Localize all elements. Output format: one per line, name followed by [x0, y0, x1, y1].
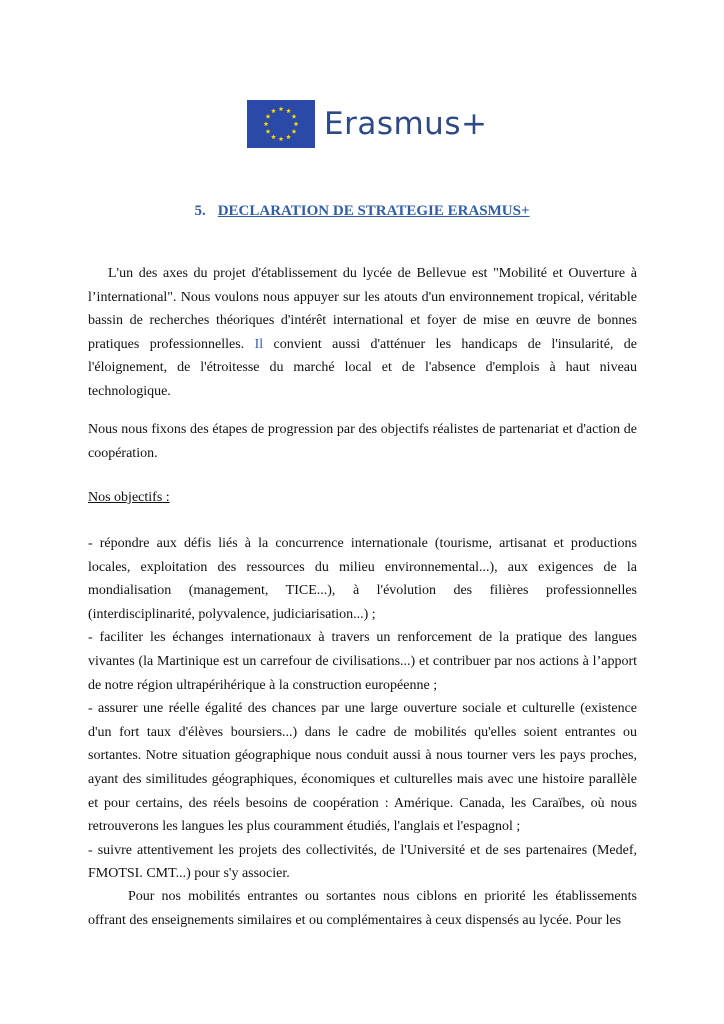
section-number: 5.	[194, 203, 206, 219]
brand-name: Erasmus+	[324, 106, 488, 142]
objective-item: - répondre aux défis liés à la concurrence internationale (tourisme, artisanat et productions locales, exploitation des ressources du milieu environnemental...), aux exigences de la mondialisation (management, TICE...), à l'évolution des filières professionnelles (interdisciplinarité, polyvalence, judiciarisation...) ;	[88, 536, 637, 622]
erasmus-logo	[247, 100, 487, 148]
objectives-list	[88, 532, 637, 886]
section-title: DECLARATION DE STRATEGIE ERASMUS+	[217, 203, 530, 219]
section-heading	[0, 203, 724, 220]
intro-text-b: convient aussi d'atténuer les handicaps de l'insularité, de l'éloignement, de l'étroitesse du marché local et de l'absence d'emplois à haut niveau technologique.	[88, 336, 638, 399]
intro-paragraph	[88, 262, 637, 404]
intro-text-a: L'un des axes du projet d'établissement du lycée de Bellevue est "Mobilité et Ouverture à l’international". Nous voulons nous appuyer sur les atouts d'un environnement tropical, véritable bassin de recherches théoriques d'intérêt international et foyer de mise en œuvre de bonnes pratiques professionnelles.	[88, 266, 637, 352]
progression-paragraph: Nous nous fixons des étapes de progression par des objectifs réalistes de partenariat et d'action de coopération.	[88, 422, 637, 461]
objective-item: - assurer une réelle égalité des chances par une large ouverture sociale et culturelle (existence d'un fort taux d'élèves boursiers...) dans le cadre de mobilités qu'elles soient entrantes ou sortantes. Notre situation géographique nous conduit aussi à nous tourner vers les pays proches, ayant des similitudes géographiques, économiques et culturelles mais avec une histoire parallèle et pour certains, des réels besoins de coopération : Amérique. Canada, les Caraïbes, où nous retrouverons les langues les plus couramment étudiés, l'anglais et l'espagnol ;	[88, 701, 637, 835]
eu-flag-icon	[247, 100, 315, 148]
mobility-paragraph: Pour nos mobilités entrantes ou sortantes nous ciblons en priorité les établissements offrant des enseignements similaires et ou complémentaires à ceux dispensés au lycée. Pour les	[88, 889, 637, 928]
objective-item: - suivre attentivement les projets des collectivités, de l'Université et de ses partenaires (Medef, FMOTSI. CMT...) pour s'y associer.	[88, 842, 637, 882]
intro-highlight: Il	[254, 336, 264, 352]
objectives-title: Nos objectifs :	[88, 490, 170, 505]
objective-item: - faciliter les échanges internationaux à travers un renforcement de la pratique des langues vivantes (la Martinique est un carrefour de civilisations...) et contribuer par nos actions à l’apport de notre région ultrapérihérique à la construction européenne ;	[88, 630, 637, 693]
